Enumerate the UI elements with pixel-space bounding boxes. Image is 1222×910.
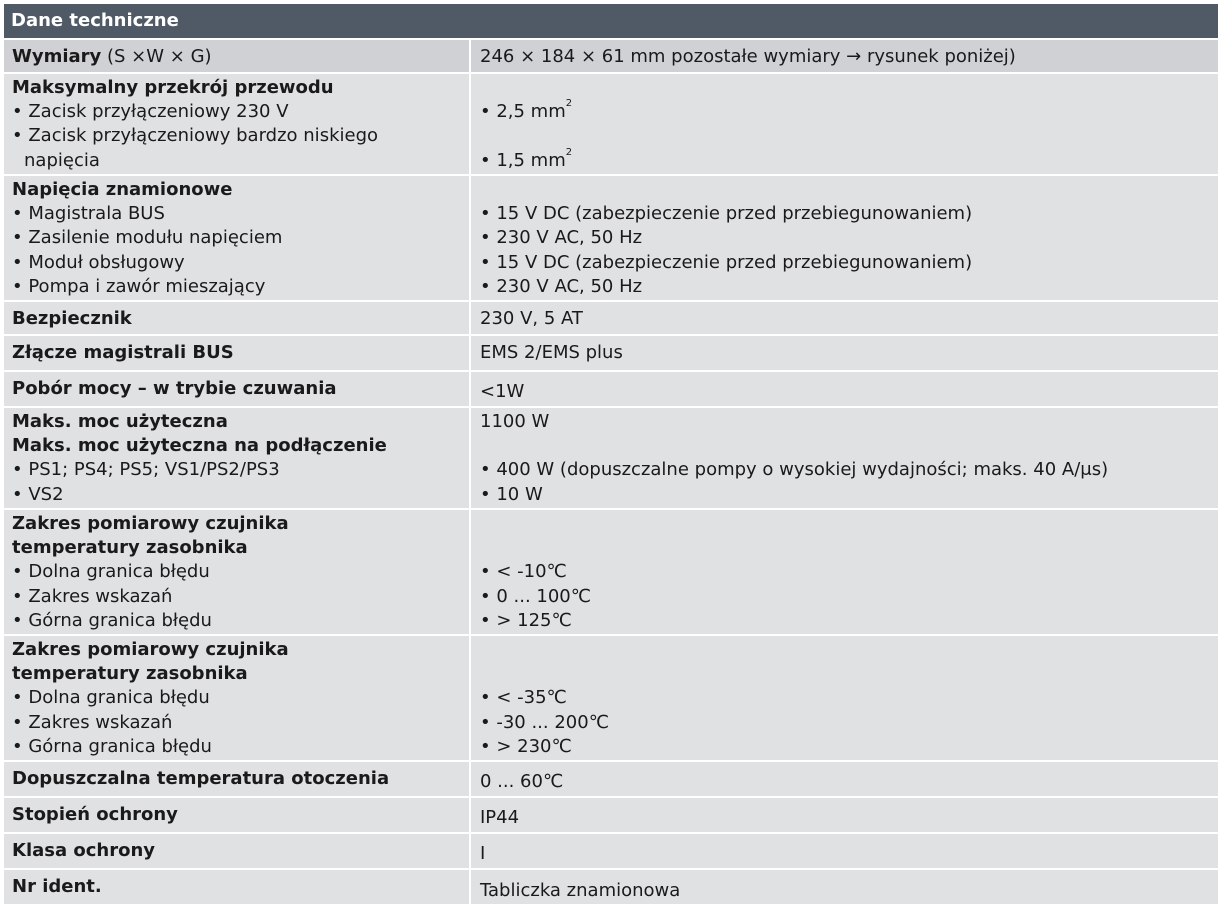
table-row-standby-power [4, 370, 1218, 406]
row-heading: Zakres pomiarowy czujnika [12, 513, 289, 534]
row-label [4, 74, 469, 174]
row-item: • Zacisk przyłączeniowy 230 V [12, 101, 289, 123]
value-item: • < -10℃ [480, 561, 567, 583]
row-heading: Maks. moc użyteczna na podłączenie [12, 435, 387, 457]
value-item: • 2,5 $mm^2$ [480, 98, 573, 123]
row-label [4, 40, 469, 72]
row-label: Dopuszczalna temperatura otoczenia [12, 768, 390, 789]
row-value [469, 74, 1218, 174]
row-heading: temperatury zasobnika [12, 537, 248, 559]
value-item: • -30 ... 200℃ [480, 711, 609, 733]
row-value [469, 636, 1218, 760]
row-value [469, 408, 1218, 508]
row-value [469, 176, 1218, 300]
row-item: • Magistrala BUS [12, 203, 165, 225]
row-label [4, 176, 469, 300]
table-row-max-power [4, 406, 1218, 508]
table-title: Dane techniczne [4, 4, 1218, 38]
row-item: • PS1; PS4; PS5; VS1/PS2/PS3 [12, 459, 280, 481]
table-row-rated-voltages [4, 174, 1218, 300]
row-value: I [469, 834, 1218, 868]
row-heading: temperatury zasobnika [12, 663, 248, 685]
value-item: • 15 V DC (zabezpieczenie przed przebiegunowaniem) [480, 251, 973, 273]
row-item: • Górna granica błędu [12, 735, 212, 757]
value-item: • 230 V AC, 50 Hz [480, 275, 643, 297]
row-value: Tabliczka znamionowa [469, 870, 1218, 904]
table-row-cable-cross-section [4, 72, 1218, 174]
value-item: • 15 V DC (zabezpieczenie przed przebiegunowaniem) [480, 203, 973, 225]
dimensions-label: Wymiary [12, 46, 102, 67]
table-row-id-number [4, 868, 1218, 904]
row-label [4, 636, 469, 760]
row-item: • Zakres wskazań [12, 711, 173, 733]
technical-data-table [4, 4, 1218, 904]
row-item: napięcia [24, 149, 100, 171]
row-label: Złącze magistrali BUS [12, 342, 234, 363]
row-label: Pobór mocy – w trybie czuwania [12, 378, 337, 399]
value-item: • 10 W [480, 483, 543, 505]
row-label: Klasa ochrony [12, 840, 156, 861]
row-value: IP44 [469, 798, 1218, 832]
row-value: <1W [469, 372, 1218, 406]
row-heading: Napięcia znamionowe [12, 179, 233, 200]
row-value: 230 V, 5 AT [469, 302, 1218, 334]
table-row-bus-connector [4, 334, 1218, 370]
value-item: • 400 W (dopuszczalne pompy o wysokiej wydajności; maks. 40 A/μs) [480, 459, 1109, 481]
row-label: Stopień ochrony [12, 804, 178, 825]
row-value: 246 × 184 × 61 mm pozostałe wymiary → rysunek poniżej) [469, 40, 1218, 72]
row-item: • Dolna granica błędu [12, 687, 210, 709]
row-label: Nr ident. [12, 876, 102, 897]
row-label [4, 510, 469, 634]
row-value: 0 ... 60℃ [469, 762, 1218, 796]
row-item: • Zasilenie modułu napięciem [12, 227, 283, 249]
row-item: • Górna granica błędu [12, 609, 212, 631]
row-item: • Pompa i zawór mieszający [12, 275, 266, 297]
table-row-dimensions [4, 38, 1218, 72]
row-label: Bezpiecznik [12, 308, 132, 329]
table-row-fuse [4, 300, 1218, 334]
value-item: • 0 ... 100℃ [480, 585, 591, 607]
row-item: • VS2 [12, 483, 64, 505]
row-item: • Dolna granica błędu [12, 561, 210, 583]
table-row-sensor-range-2 [4, 634, 1218, 760]
table-row-sensor-range-1 [4, 508, 1218, 634]
value-item: • > 125℃ [480, 609, 572, 631]
row-label [4, 408, 469, 508]
table-row-protection-class [4, 832, 1218, 868]
value-item: 1100 W [480, 411, 550, 432]
table-row-protection-degree [4, 796, 1218, 832]
row-heading: Maks. moc użyteczna [12, 411, 228, 432]
value-item: • 230 V AC, 50 Hz [480, 227, 643, 249]
dimensions-unit: (S ×W × G) [101, 46, 212, 67]
row-heading: Maksymalny przekrój przewodu [12, 77, 334, 98]
value-item: • > 230℃ [480, 735, 572, 757]
row-value [469, 510, 1218, 634]
row-value: EMS 2/EMS plus [469, 336, 1218, 370]
table-row-ambient-temperature [4, 760, 1218, 796]
row-item: • Zacisk przyłączeniowy bardzo niskiego [12, 125, 379, 147]
value-item: • < -35℃ [480, 687, 567, 709]
row-item: • Zakres wskazań [12, 585, 173, 607]
value-item: • 1,5 $mm^2$ [480, 146, 573, 171]
row-item: • Moduł obsługowy [12, 251, 185, 273]
row-heading: Zakres pomiarowy czujnika [12, 639, 289, 660]
